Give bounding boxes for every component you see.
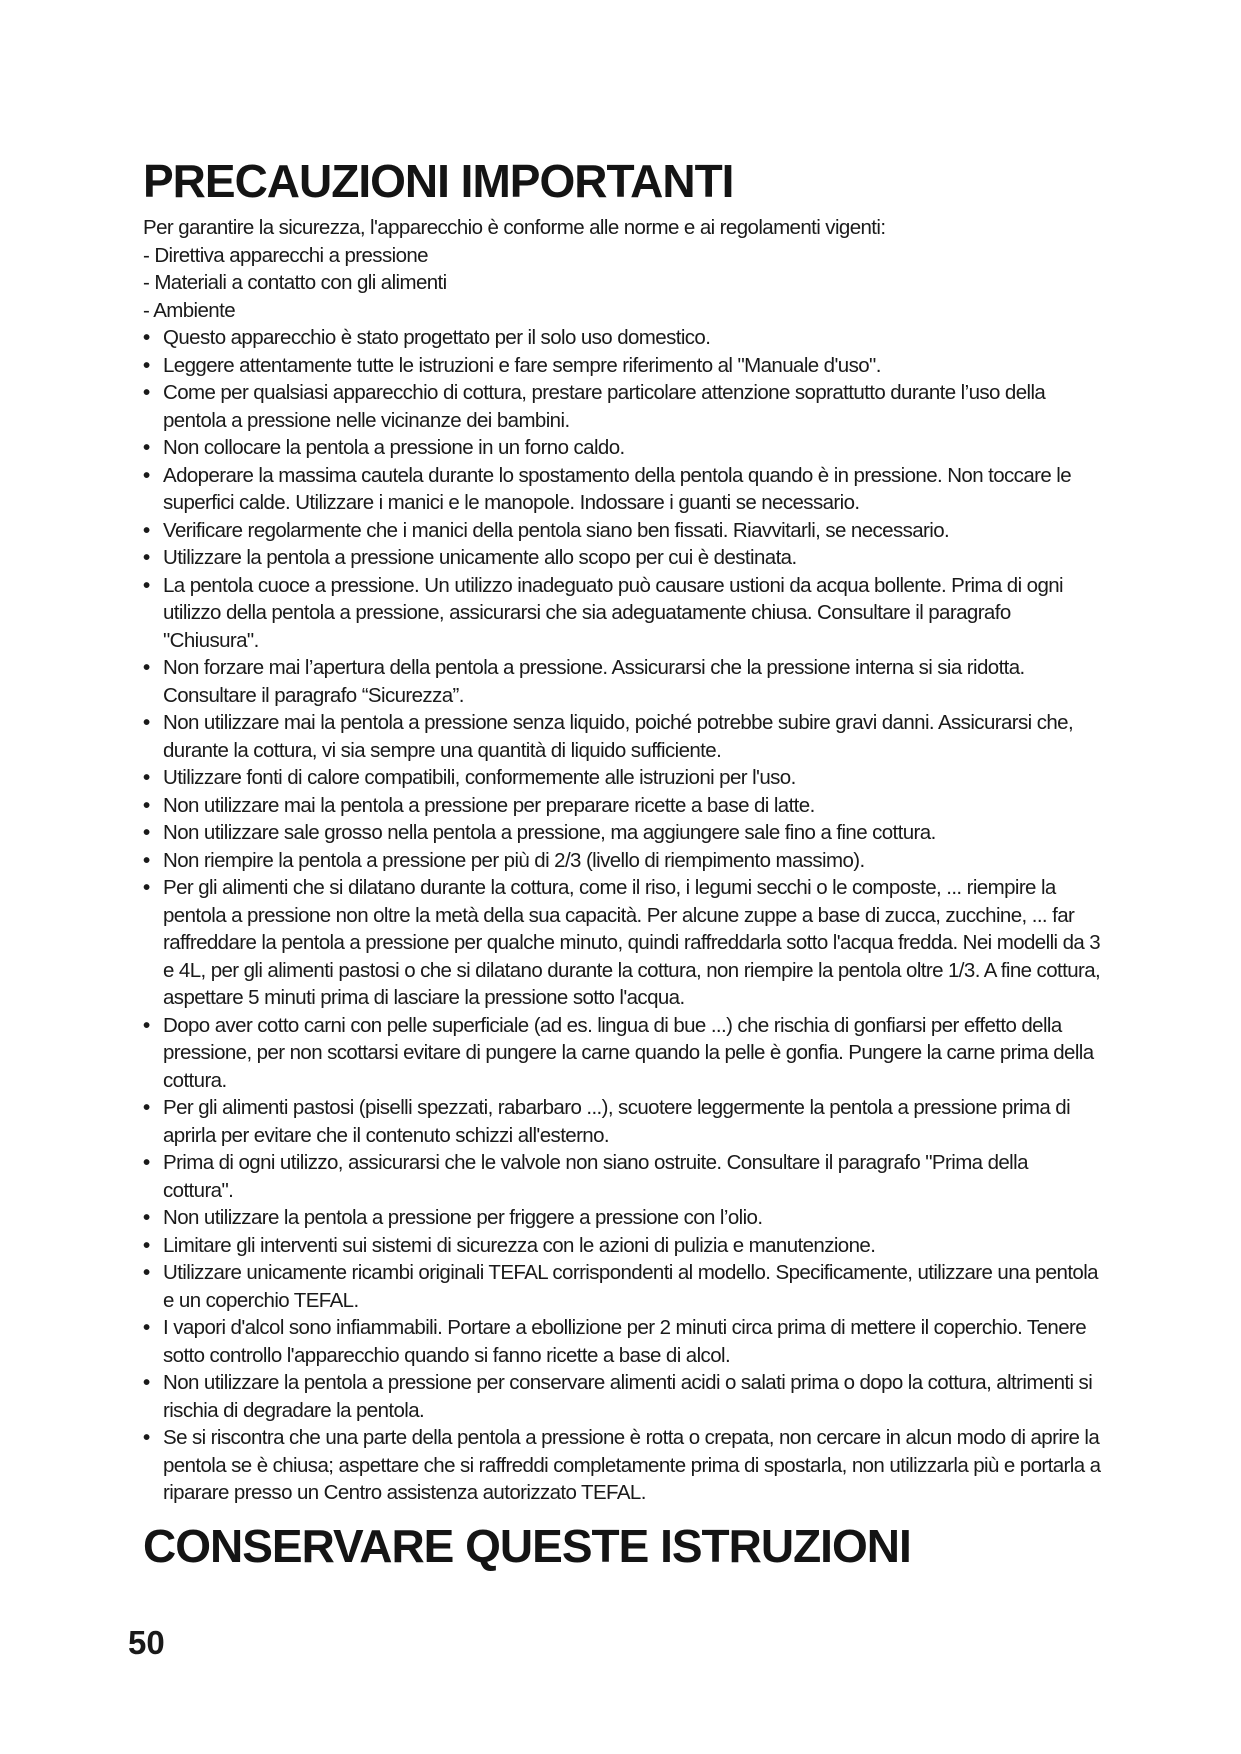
bullet-icon: • — [143, 793, 150, 817]
precaution-item — [143, 654, 1101, 709]
bullet-icon: • — [143, 1206, 150, 1229]
bullet-icon: • — [143, 1261, 150, 1284]
precaution-item — [143, 709, 1101, 764]
bullet-icon: • — [143, 1096, 150, 1119]
bullet-icon: • — [143, 848, 150, 872]
precaution-text: Questo apparecchio è stato progettato per il solo uso domestico. — [163, 326, 711, 349]
precaution-item — [143, 1259, 1101, 1314]
precaution-text: La pentola cuoce a pressione. Un utilizzo inadeguato può causare ustioni da acqua bollente. Prima di ogni utilizzo della pentola a pressione, assicurarsi che sia adeguatamente chiusa. Consultare il paragrafo "Chiusura". — [163, 573, 1064, 652]
precaution-text: Utilizzare unicamente ricambi originali TEFAL corrispondenti al modello. Specificamente, utilizzare una pentola e un coperchio TEFAL. — [163, 1261, 1098, 1312]
precaution-item — [143, 352, 1101, 380]
precaution-item — [143, 324, 1101, 352]
precaution-text: Leggere attentamente tutte le istruzioni e fare sempre riferimento al "Manuale d'uso". — [163, 353, 881, 377]
bullet-icon: • — [143, 876, 150, 899]
precaution-text: Come per qualsiasi apparecchio di cottura, prestare particolare attenzione soprattutto durante l’uso della pentola a pressione nelle vicinanze dei bambini. — [163, 381, 1046, 432]
precaution-item — [143, 792, 1101, 820]
precaution-text: Non forzare mai l’apertura della pentola a pressione. Assicurarsi che la pressione interna si sia ridotta. Consultare il paragrafo “Sicurezza”. — [163, 656, 1025, 707]
bullet-icon: • — [143, 463, 150, 487]
closing-title: CONSERVARE QUESTE ISTRUZIONI — [143, 1519, 911, 1572]
precaution-text: Utilizzare la pentola a pressione unicamente allo scopo per cui è destinata. — [163, 546, 797, 569]
bullet-icon: • — [143, 573, 150, 597]
precaution-item — [143, 379, 1101, 434]
bullet-icon: • — [143, 1151, 150, 1174]
precaution-item — [143, 1012, 1101, 1095]
precaution-text: Non utilizzare mai la pentola a pressione senza liquido, poiché potrebbe subire gravi danni. Assicurarsi che, durante la cottura, vi sia sempre una quantità di liquido sufficiente. — [163, 711, 1074, 762]
precaution-text: Verificare regolarmente che i manici della pentola siano ben fissati. Riavvitarli, se necessario. — [163, 518, 950, 542]
precaution-item — [143, 462, 1101, 517]
bullet-icon: • — [143, 821, 150, 844]
precaution-item — [143, 847, 1101, 875]
intro-text: Per garantire la sicurezza, l'apparecchio è conforme alle norme e ai regolamenti vigenti: — [143, 216, 886, 239]
precaution-text: Prima di ogni utilizzo, assicurarsi che le valvole non siano ostruite. Consultare il paragrafo "Prima della cottura". — [163, 1151, 1028, 1202]
precaution-text: Utilizzare fonti di calore compatibili, conformemente alle istruzioni per l'uso. — [163, 766, 796, 789]
precaution-text: Dopo aver cotto carni con pelle superficiale (ad es. lingua di bue ...) che rischia di gonfiarsi per effetto della pressione, per non scottarsi evitare di pungere la carne quando la pelle è gonfia. Pungere la carne prima della cottura. — [163, 1013, 1094, 1092]
precaution-item — [143, 434, 1101, 462]
precaution-item — [143, 1314, 1101, 1369]
precaution-text: Adoperare la massima cautela durante lo spostamento della pentola quando è in pressione. Non toccare le superfici calde. Utilizzare i manici e le manopole. Indossare i guanti se necessario. — [163, 463, 1071, 514]
bullet-icon: • — [143, 1316, 150, 1339]
bullet-icon: • — [143, 326, 150, 349]
bullet-icon: • — [143, 766, 150, 789]
precaution-item — [143, 1204, 1101, 1232]
page-number: 50 — [128, 1624, 165, 1661]
precaution-text: Non utilizzare sale grosso nella pentola a pressione, ma aggiungere sale fino a fine cottura. — [163, 821, 936, 844]
precaution-text: Non utilizzare la pentola a pressione per friggere a pressione con l’olio. — [163, 1206, 763, 1229]
bullet-icon: • — [143, 711, 150, 734]
precaution-item — [143, 1094, 1101, 1149]
bullet-icon: • — [143, 1013, 150, 1037]
bullet-icon: • — [143, 1371, 150, 1394]
bullet-icon: • — [143, 546, 150, 569]
precaution-item — [143, 544, 1101, 572]
precaution-text: Limitare gli interventi sui sistemi di sicurezza con le azioni di pulizia e manutenzione. — [163, 1233, 876, 1257]
precaution-text: Non riempire la pentola a pressione per più di 2/3 (livello di riempimento massimo). — [163, 848, 865, 872]
precaution-item — [143, 517, 1101, 545]
regulations-list — [143, 242, 1101, 325]
bullet-icon: • — [143, 518, 150, 542]
precaution-item — [143, 572, 1101, 655]
precaution-text: Per gli alimenti che si dilatano durante la cottura, come il riso, i legumi secchi o le composte, ... riempire la pentola a pressione non oltre la metà della sua capacità. Per alcune zuppe a base di zucca, zucchine, ... far raffreddare la pentola a pressione per qualche minuto, quindi raffreddarla sotto l'acqua fredda. Nei modelli da 3 e 4L, per gli alimenti pastosi o che si dilatano durante la cottura, non riempire la pentola oltre 1/3. A fine cottura, aspettare 5 minuti prima di lasciare la pressione sotto l'acqua. — [163, 876, 1101, 1009]
precaution-item — [143, 1149, 1101, 1204]
precaution-item — [143, 1232, 1101, 1260]
document-body — [143, 155, 1101, 1572]
precaution-text: Non utilizzare la pentola a pressione per conservare alimenti acidi o salati prima o dopo la cottura, altrimenti si rischia di degradare la pentola. — [163, 1371, 1093, 1422]
precaution-text: I vapori d'alcol sono infiammabili. Portare a ebollizione per 2 minuti circa prima di mettere il coperchio. Tenere sotto controllo l'apparecchio quando si fanno ricette a base di alcol. — [163, 1316, 1087, 1367]
precaution-item — [143, 1424, 1101, 1507]
regulation-item: - Direttiva apparecchi a pressione — [143, 243, 428, 267]
precaution-item — [143, 819, 1101, 847]
page-title: PRECAUZIONI IMPORTANTI — [143, 155, 734, 207]
precautions-list — [143, 324, 1101, 1507]
bullet-icon: • — [143, 1233, 150, 1257]
precaution-item — [143, 874, 1101, 1012]
bullet-icon: • — [143, 381, 150, 404]
precaution-text: Non collocare la pentola a pressione in un forno caldo. — [163, 436, 625, 459]
bullet-icon: • — [143, 436, 150, 459]
regulation-item: - Materiali a contatto con gli alimenti — [143, 271, 447, 294]
precaution-text: Per gli alimenti pastosi (piselli spezzati, rabarbaro ...), scuotere leggermente la pentola a pressione prima di aprirla per evitare che il contenuto schizzi all'esterno. — [163, 1096, 1071, 1147]
precaution-item — [143, 764, 1101, 792]
bullet-icon: • — [143, 353, 150, 377]
bullet-icon: • — [143, 1426, 150, 1449]
regulation-item: - Ambiente — [143, 298, 235, 322]
bullet-icon: • — [143, 656, 150, 679]
precaution-text: Se si riscontra che una parte della pentola a pressione è rotta o crepata, non cercare in alcun modo di aprire la pentola se è chiusa; aspettare che si raffreddi completamente prima di spostarla, non utilizzarla più e portarla a riparare presso un Centro assistenza autorizzato TEFAL. — [163, 1426, 1101, 1504]
precaution-item — [143, 1369, 1101, 1424]
precaution-text: Non utilizzare mai la pentola a pressione per preparare ricette a base di latte. — [163, 793, 815, 817]
